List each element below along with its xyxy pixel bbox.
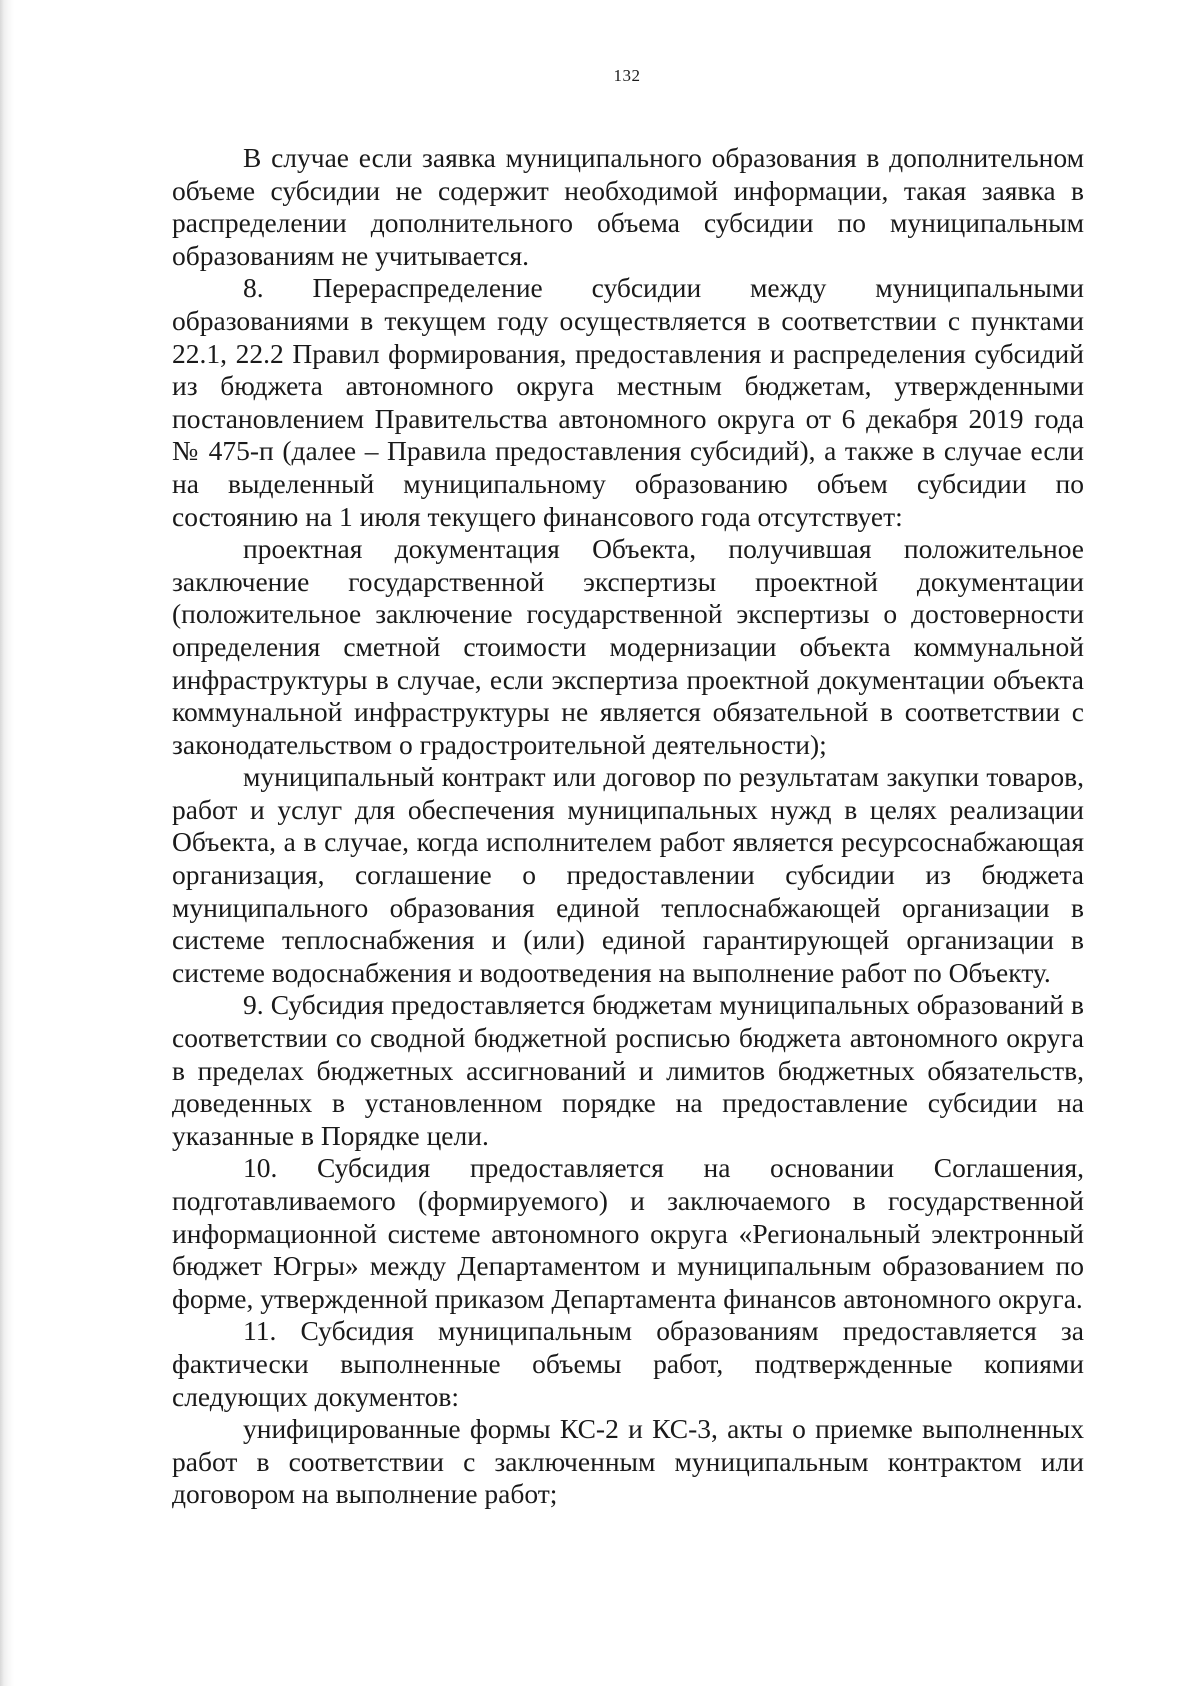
paragraph-unified-forms: унифицированные формы КС-2 и КС-3, акты о приемке выполненных работ в соответствии с заключенным муниципальным контрактом или договором на выполнение работ; bbox=[172, 1413, 1084, 1510]
document-body bbox=[172, 142, 1084, 1511]
paragraph-municipal-contract: муниципальный контракт или договор по результатам закупки товаров, работ и услуг для обеспечения муниципальных нужд в целях реализации Объекта, а в случае, когда исполнителем работ является ресурсоснабжающая организация, соглашение о предоставлении субсидии из бюджета муниципального образования единой теплоснабжающей организации в системе теплоснабжения и (или) единой гарантирующей организации в системе водоснабжения и водоотведения на выполнение работ по Объекту. bbox=[172, 761, 1084, 988]
paragraph-application-not-counted: В случае если заявка муниципального образования в дополнительном объеме субсидии не содержит необходимой информации, такая заявка в распределении дополнительного объема субсидии по муниципальным образованиям не учитывается. bbox=[172, 142, 1084, 271]
scan-edge-shadow bbox=[0, 0, 14, 1686]
paragraph-item-8-redistribution: 8. Перераспределение субсидии между муниципальными образованиями в текущем году осуществляется в соответствии с пунктами 22.1, 22.2 Правил формирования, предоставления и распределения субсидий из бюджета автономного округа местным бюджетам, утвержденными постановлением Правительства автономного округа от 6 декабря 2019 года № 475-п (далее – Правила предоставления субсидий), а также в случае если на выделенный муниципальному образованию объем субсидии по состоянию на 1 июля текущего финансового года отсутствует: bbox=[172, 272, 1084, 532]
paragraph-project-documentation: проектная документация Объекта, получившая положительное заключение государственной экспертизы проектной документации (положительное заключение государственной экспертизы о достоверности определения сметной стоимости модернизации объекта коммунальной инфраструктуры в случае, если экспертиза проектной документации объекта коммунальной инфраструктуры не является обязательной в соответствии с законодательством о градостроительной деятельности); bbox=[172, 533, 1084, 760]
paragraph-item-10-agreement: 10. Субсидия предоставляется на основании Соглашения, подготавливаемого (формируемого) и заключаемого в государственной информационной системе автономного округа «Региональный электронный бюджет Югры» между Департаментом и муниципальным образованием по форме, утвержденной приказом Департамента финансов автономного округа. bbox=[172, 1152, 1084, 1314]
paragraph-item-11-actual-work: 11. Субсидия муниципальным образованиям предоставляется за фактически выполненные объемы работ, подтвержденные копиями следующих документов: bbox=[172, 1315, 1084, 1412]
page-number: 132 bbox=[613, 66, 641, 85]
paragraph-item-9-budget: 9. Субсидия предоставляется бюджетам муниципальных образований в соответствии со сводной бюджетной росписью бюджета автономного округа в пределах бюджетных ассигнований и лимитов бюджетных обязательств, доведенных в установленном порядке на предоставление субсидии на указанные в Порядке цели. bbox=[172, 989, 1084, 1151]
